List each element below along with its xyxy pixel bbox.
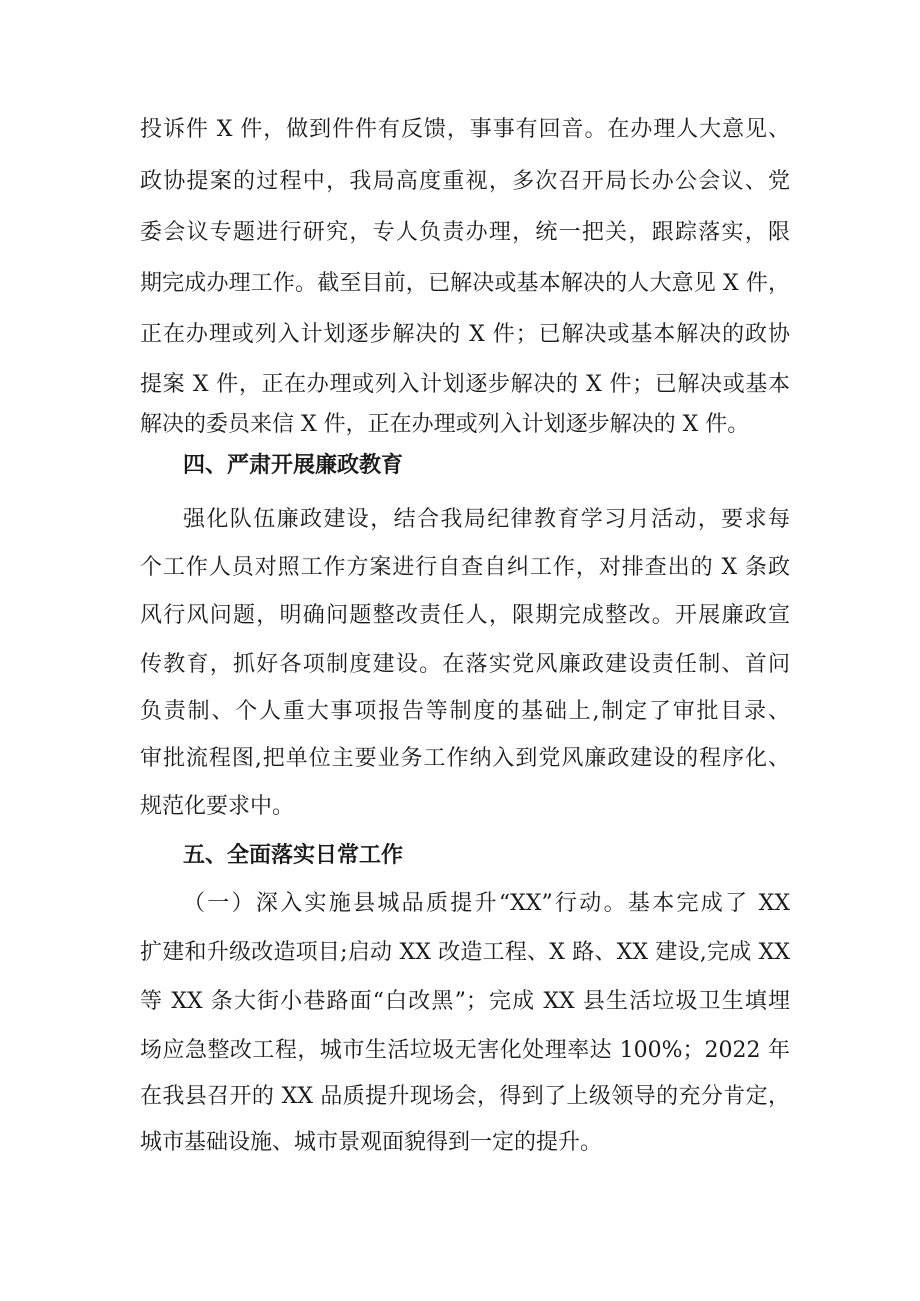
paragraph-1-line-7: 解决的委员来信 X 件，正在办理或列入计划逐步解决的 X 件。	[140, 412, 750, 437]
paragraph-3-line-5: 在我县召开的 XX 品质提升现场会，得到了上级领导的充分肯定，	[140, 1084, 790, 1109]
paragraph-2-line-4: 传教育，抓好各项制度建设。在落实党风廉政建设责任制、首问	[140, 652, 790, 677]
paragraph-1-line-5: 正在办理或列入计划逐步解决的 X 件；已解决或基本解决的政协	[140, 322, 790, 347]
section-heading-5: 五、全面落实日常工作	[183, 843, 404, 868]
paragraph-2-line-2: 个工作人员对照工作方案进行自查自纠工作，对排查出的 X 条政	[140, 555, 790, 580]
paragraph-2-line-6: 审批流程图,把单位主要业务工作纳入到党风廉政建设的程序化、	[140, 746, 790, 771]
paragraph-2-line-5: 负责制、个人重大事项报告等制度的基础上,制定了审批目录、	[140, 699, 790, 724]
paragraph-2-line-7: 规范化要求中。	[140, 794, 295, 819]
section-heading-4: 四、严肃开展廉政教育	[183, 453, 404, 478]
paragraph-1-line-2: 政协提案的过程中，我局高度重视，多次召开局长办公会议、党	[140, 169, 790, 194]
paragraph-3-line-6: 城市基础设施、城市景观面貌得到一定的提升。	[140, 1130, 603, 1155]
paragraph-1-line-3: 委会议专题进行研究，专人负责办理，统一把关，跟踪落实，限	[140, 220, 790, 245]
paragraph-1-line-4: 期完成办理工作。截至目前，已解决或基本解决的人大意见 X 件，	[140, 271, 790, 296]
paragraph-3-line-4: 场应急整改工程，城市生活垃圾无害化处理率达 100%；2022 年	[140, 1038, 790, 1063]
paragraph-3-line-3: 等 XX 条大街小巷路面“白改黑”；完成 XX 县生活垃圾卫生填埋	[140, 989, 790, 1014]
paragraph-2-line-1: 强化队伍廉政建设，结合我局纪律教育学习月活动，要求每	[183, 507, 790, 532]
paragraph-2-line-3: 风行风问题，明确问题整改责任人，限期完成整改。开展廉政宣	[140, 603, 790, 628]
paragraph-3-line-1: （一）深入实施县城品质提升“XX”行动。基本完成了 XX	[183, 891, 790, 916]
paragraph-1-line-6: 提案 X 件，正在办理或列入计划逐步解决的 X 件；已解决或基本	[140, 372, 790, 397]
paragraph-1-line-1: 投诉件 X 件，做到件件有反馈，事事有回音。在办理人大意见、	[140, 117, 790, 142]
paragraph-3-line-2: 扩建和升级改造项目;启动 XX 改造工程、X 路、XX 建设,完成 XX	[140, 940, 790, 965]
